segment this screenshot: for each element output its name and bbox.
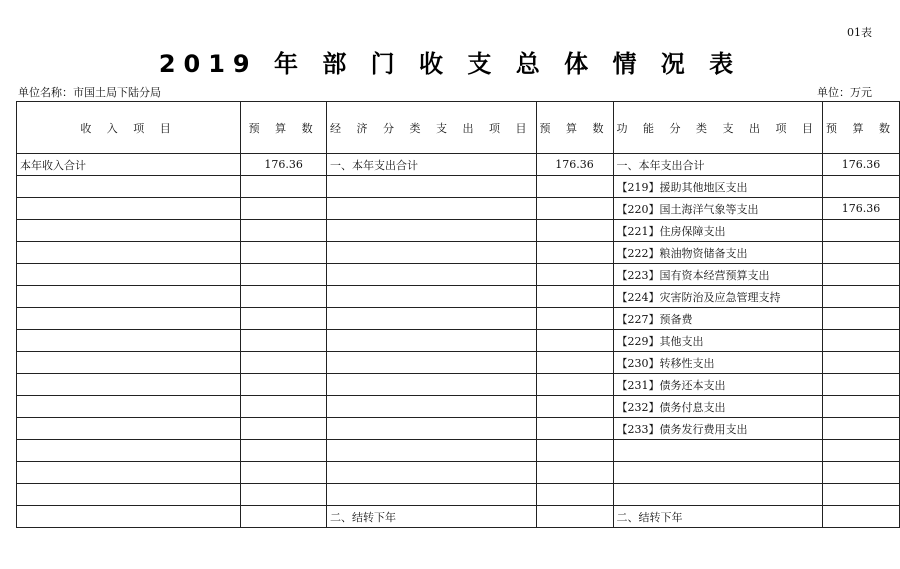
table-row bbox=[17, 374, 900, 396]
cell-functional-budget: 176.36 bbox=[822, 198, 899, 220]
cell-functional-budget bbox=[822, 440, 899, 462]
cell-functional-budget bbox=[822, 352, 899, 374]
cell-functional-budget bbox=[822, 506, 899, 528]
table-row bbox=[17, 330, 900, 352]
cell-functional-item: 【230】转移性支出 bbox=[613, 352, 822, 374]
cell-income-budget bbox=[241, 220, 327, 242]
cell-functional-item: 二、结转下年 bbox=[613, 506, 822, 528]
cell-functional-item: 【224】灾害防治及应急管理支持 bbox=[613, 286, 822, 308]
table-row bbox=[17, 484, 900, 506]
unit-name-label: 单位名称：市国土局下陆分局 bbox=[18, 86, 161, 99]
cell-income-budget bbox=[241, 242, 327, 264]
cell-functional-item bbox=[613, 484, 822, 506]
cell-functional-budget: 176.36 bbox=[822, 154, 899, 176]
cell-economic-item bbox=[327, 242, 536, 264]
cell-income-item bbox=[17, 330, 241, 352]
cell-economic-item bbox=[327, 462, 536, 484]
table-row bbox=[17, 264, 900, 286]
cell-functional-item: 【231】债务还本支出 bbox=[613, 374, 822, 396]
cell-functional-item: 【229】其他支出 bbox=[613, 330, 822, 352]
table-row bbox=[17, 286, 900, 308]
cell-economic-budget bbox=[536, 176, 613, 198]
cell-economic-item bbox=[327, 308, 536, 330]
table-row bbox=[17, 242, 900, 264]
cell-income-budget bbox=[241, 176, 327, 198]
cell-income-budget: 176.36 bbox=[241, 154, 327, 176]
cell-economic-budget bbox=[536, 264, 613, 286]
cell-economic-item bbox=[327, 484, 536, 506]
table-row bbox=[17, 506, 900, 528]
cell-functional-item: 【220】国土海洋气象等支出 bbox=[613, 198, 822, 220]
column-header-functional-item: 功 能 分 类 支 出 项 目 bbox=[613, 102, 822, 154]
cell-economic-item bbox=[327, 198, 536, 220]
cell-income-budget bbox=[241, 264, 327, 286]
column-header-economic-item: 经 济 分 类 支 出 项 目 bbox=[327, 102, 536, 154]
cell-economic-budget bbox=[536, 418, 613, 440]
cell-income-item bbox=[17, 484, 241, 506]
table-row bbox=[17, 220, 900, 242]
page-title: 2019 年 部 门 收 支 总 体 情 况 表 bbox=[158, 50, 742, 78]
cell-economic-budget bbox=[536, 352, 613, 374]
cell-functional-item bbox=[613, 462, 822, 484]
cell-income-item bbox=[17, 220, 241, 242]
cell-income-budget bbox=[241, 374, 327, 396]
table-header-row bbox=[17, 102, 900, 154]
cell-economic-item bbox=[327, 418, 536, 440]
table-row bbox=[17, 198, 900, 220]
cell-income-item bbox=[17, 264, 241, 286]
cell-economic-item bbox=[327, 264, 536, 286]
cell-functional-budget bbox=[822, 374, 899, 396]
cell-income-budget bbox=[241, 308, 327, 330]
cell-economic-item bbox=[327, 330, 536, 352]
cell-functional-item: 【227】预备费 bbox=[613, 308, 822, 330]
cell-economic-budget bbox=[536, 462, 613, 484]
cell-income-item bbox=[17, 396, 241, 418]
cell-income-item bbox=[17, 308, 241, 330]
table-row bbox=[17, 418, 900, 440]
cell-functional-item bbox=[613, 440, 822, 462]
cell-economic-budget bbox=[536, 198, 613, 220]
cell-income-budget bbox=[241, 418, 327, 440]
form-number: 01表 bbox=[847, 26, 872, 39]
cell-functional-budget bbox=[822, 330, 899, 352]
cell-income-item bbox=[17, 506, 241, 528]
table-row bbox=[17, 308, 900, 330]
cell-functional-budget bbox=[822, 462, 899, 484]
cell-economic-budget bbox=[536, 242, 613, 264]
cell-income-budget bbox=[241, 484, 327, 506]
cell-economic-budget bbox=[536, 308, 613, 330]
cell-income-budget bbox=[241, 330, 327, 352]
cell-economic-item bbox=[327, 220, 536, 242]
cell-economic-item: 二、结转下年 bbox=[327, 506, 536, 528]
currency-unit-label: 单位：万元 bbox=[817, 86, 872, 99]
column-header-income-budget: 预 算 数 bbox=[241, 102, 327, 154]
column-header-functional-budget: 预 算 数 bbox=[822, 102, 899, 154]
cell-functional-budget bbox=[822, 286, 899, 308]
table-row bbox=[17, 396, 900, 418]
cell-economic-budget bbox=[536, 440, 613, 462]
cell-income-budget bbox=[241, 462, 327, 484]
cell-functional-budget bbox=[822, 484, 899, 506]
cell-economic-budget bbox=[536, 396, 613, 418]
table-row bbox=[17, 176, 900, 198]
cell-economic-budget bbox=[536, 330, 613, 352]
cell-functional-item: 【233】债务发行费用支出 bbox=[613, 418, 822, 440]
cell-income-item bbox=[17, 242, 241, 264]
cell-income-item bbox=[17, 418, 241, 440]
table-row bbox=[17, 154, 900, 176]
cell-functional-item: 一、本年支出合计 bbox=[613, 154, 822, 176]
cell-functional-budget bbox=[822, 176, 899, 198]
cell-functional-budget bbox=[822, 418, 899, 440]
cell-economic-budget bbox=[536, 286, 613, 308]
cell-economic-item bbox=[327, 176, 536, 198]
cell-income-item bbox=[17, 352, 241, 374]
cell-income-item bbox=[17, 198, 241, 220]
cell-economic-item bbox=[327, 286, 536, 308]
cell-functional-budget bbox=[822, 242, 899, 264]
cell-functional-item: 【232】债务付息支出 bbox=[613, 396, 822, 418]
cell-functional-budget bbox=[822, 264, 899, 286]
cell-functional-item: 【222】粮油物资储备支出 bbox=[613, 242, 822, 264]
cell-economic-item: 一、本年支出合计 bbox=[327, 154, 536, 176]
cell-income-item: 本年收入合计 bbox=[17, 154, 241, 176]
budget-summary-table bbox=[16, 101, 900, 528]
cell-economic-item bbox=[327, 440, 536, 462]
cell-economic-item bbox=[327, 396, 536, 418]
cell-functional-budget bbox=[822, 308, 899, 330]
column-header-income-item: 收 入 项 目 bbox=[17, 102, 241, 154]
cell-income-budget bbox=[241, 396, 327, 418]
cell-economic-budget bbox=[536, 374, 613, 396]
cell-functional-item: 【223】国有资本经营预算支出 bbox=[613, 264, 822, 286]
cell-economic-budget bbox=[536, 506, 613, 528]
table-row bbox=[17, 352, 900, 374]
cell-income-item bbox=[17, 462, 241, 484]
cell-economic-item bbox=[327, 352, 536, 374]
table-row bbox=[17, 440, 900, 462]
cell-economic-budget bbox=[536, 220, 613, 242]
cell-income-budget bbox=[241, 352, 327, 374]
cell-income-item bbox=[17, 286, 241, 308]
cell-functional-item: 【221】住房保障支出 bbox=[613, 220, 822, 242]
cell-economic-item bbox=[327, 374, 536, 396]
cell-income-item bbox=[17, 374, 241, 396]
cell-income-item bbox=[17, 176, 241, 198]
cell-functional-item: 【219】援助其他地区支出 bbox=[613, 176, 822, 198]
cell-functional-budget bbox=[822, 220, 899, 242]
column-header-economic-budget: 预 算 数 bbox=[536, 102, 613, 154]
cell-economic-budget: 176.36 bbox=[536, 154, 613, 176]
table-row bbox=[17, 462, 900, 484]
cell-income-budget bbox=[241, 286, 327, 308]
cell-income-budget bbox=[241, 440, 327, 462]
cell-income-item bbox=[17, 440, 241, 462]
cell-economic-budget bbox=[536, 484, 613, 506]
cell-functional-budget bbox=[822, 396, 899, 418]
cell-income-budget bbox=[241, 506, 327, 528]
cell-income-budget bbox=[241, 198, 327, 220]
